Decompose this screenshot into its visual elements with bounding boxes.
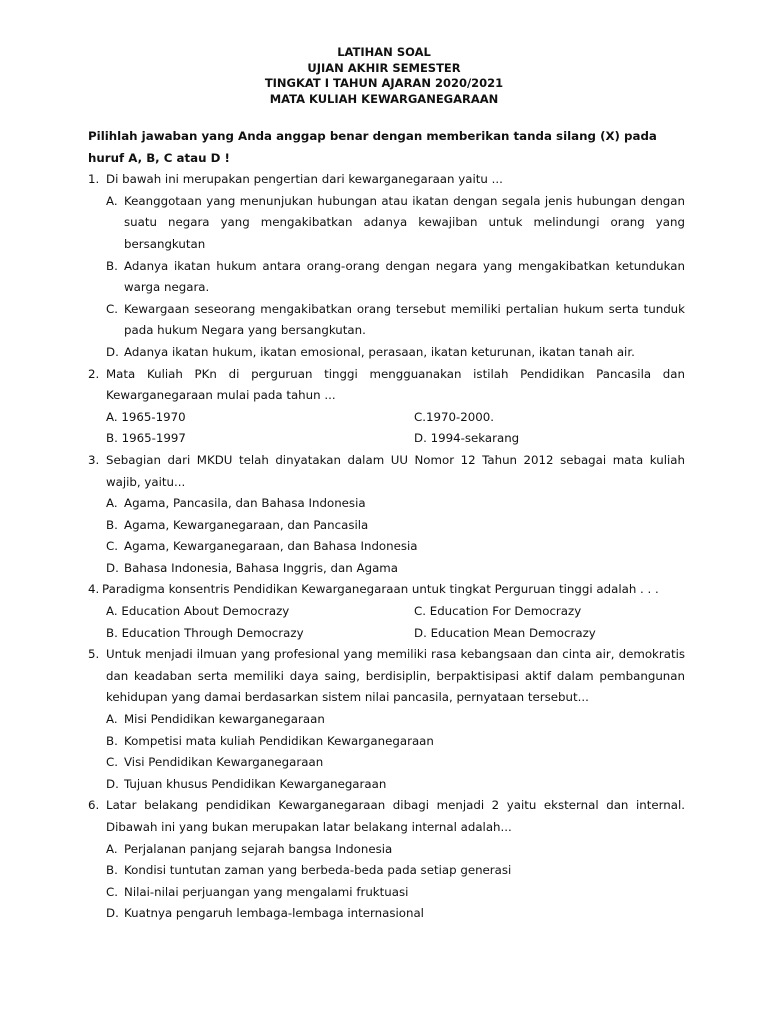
option-letter: C. [106,301,118,316]
option-a [106,839,685,861]
option-letter: B. [106,258,118,273]
document-body [88,126,685,925]
option-d: D. Education Mean Democrazy [414,625,596,640]
option-letter: B. [106,517,118,532]
question-1-options [106,191,685,364]
option-d [106,774,685,796]
option-a [106,493,685,515]
option-a: A. 1965-1970 [106,409,186,424]
option-letter: B. [106,733,118,748]
question-text: Paradigma konsentris Pendidikan Kewarganegaraan untuk tingkat Perguruan tinggi adalah . . . [102,582,659,597]
question-text: Sebagian dari MKDU telah dinyatakan dalam UU Nomor 12 Tahun 2012 sebagai mata kuliah wajib, yaitu... [106,452,685,489]
question-text: Untuk menjadi ilmuan yang profesional yang memiliki rasa kebangsaan dan cinta air, demokratis dan keadaban serta memiliki daya saing, berdisiplin, berpaktisipasi aktif dalam pembangunan kehidupan yang damai berdasarkan sistem nilai pancasila, pernyataan tersebut... [106,647,685,705]
option-d [106,558,685,580]
option-text: Kewargaan seseorang mengakibatkan orang tersebut memiliki pertalian hukum serta tunduk pada hukum Negara yang bersangkutan. [124,301,685,338]
question-number: 1. [88,172,100,187]
option-d: D. 1994-sekarang [414,431,520,446]
question-text: Di bawah ini merupakan pengertian dari kewarganegaraan yaitu ... [106,172,503,187]
question-2-options [106,407,685,450]
option-text: Bahasa Indonesia, Bahasa Inggris, dan Agama [124,560,399,575]
option-letter: C. [106,539,118,554]
question-number: 3. [88,452,100,467]
header-level-year: TINGKAT I TAHUN AJARAN 2020/2021 [264,76,504,90]
option-text: Tujuan khusus Pendidikan Kewarganegaraan [124,776,387,791]
option-letter: A. [106,712,118,727]
question-text: Mata Kuliah PKn di perguruan tinggi mengguanakan istilah Pendidikan Pancasila dan Kewarganegaraan mulai pada tahun ... [106,366,685,403]
option-letter: A. [106,496,118,511]
option-b [106,256,685,299]
question-text: Latar belakang pendidikan Kewarganegaraan dibagi menjadi 2 yaitu eksternal dan internal. Dibawah ini yang bukan merupakan latar belakang internal adalah... [106,798,685,834]
instruction-text: Pilihlah jawaban yang Anda anggap benar dengan memberikan tanda silang (X) pada huruf A, B, C atau D ! [88,129,657,165]
option-c: C.1970-2000. [414,409,495,424]
question-4 [88,579,685,601]
option-text: Keanggotaan yang menunjukan hubungan atau ikatan dengan segala jenis hubungan dengan suatu negara yang mengakibatkan adanya kewajiban untuk melindungi orang yang bersangkutan [124,193,685,251]
option-b [106,515,685,537]
option-c [106,882,685,904]
option-c: C. Education For Democrazy [414,604,582,619]
option-letter: D. [106,776,119,791]
option-letter: A. [106,841,118,856]
option-text: Misi Pendidikan kewarganegaraan [124,712,325,727]
question-6-options [106,839,685,925]
option-text: Adanya ikatan hukum antara orang-orang dengan negara yang mengakibatkan ketundukan warga negara. [124,258,685,295]
question-number: 5. [88,647,100,662]
question-number: 6. [88,798,100,813]
option-c [106,299,685,342]
option-a [106,709,685,731]
option-b [106,731,685,753]
option-c [106,536,685,558]
option-c [106,752,685,774]
question-3-options [106,493,685,579]
option-letter: B. [106,863,118,878]
option-letter: D. [106,560,119,575]
question-number: 2. [88,366,100,381]
option-b: B. Education Through Democrazy [106,625,304,640]
option-d [106,903,685,925]
option-b: B. 1965-1997 [106,431,186,446]
question-5 [88,644,685,709]
option-a: A. Education About Democrazy [106,604,290,619]
option-text: Adanya ikatan hukum, ikatan emosional, perasaan, ikatan keturunan, ikatan tanah air. [124,344,635,359]
option-text: Agama, Kewarganegaraan, dan Pancasila [124,517,369,532]
option-text: Agama, Pancasila, dan Bahasa Indonesia [124,496,366,511]
option-d [106,342,685,364]
option-text: Kompetisi mata kuliah Pendidikan Kewarganegaraan [124,733,434,748]
question-2 [88,364,685,407]
question-4-options [106,601,685,644]
option-text: Kuatnya pengaruh lembaga-lembaga internasional [124,906,424,921]
option-text: Perjalanan panjang sejarah bangsa Indonesia [124,841,393,856]
option-letter: A. [106,193,118,208]
option-letter: C. [106,755,118,770]
header-exam-name: UJIAN AKHIR SEMESTER [307,60,461,75]
option-letter: D. [106,344,119,359]
question-6 [88,795,685,838]
option-letter: D. [106,906,119,921]
option-text: Visi Pendidikan Kewarganegaraan [124,755,324,770]
option-text: Agama, Kewarganegaraan, dan Bahasa Indonesia [124,539,418,554]
question-number: 4. [88,582,100,597]
question-3 [88,450,685,493]
option-a [106,191,685,256]
option-text: Nilai-nilai perjuangan yang mengalami fruktuasi [124,884,409,899]
question-5-options [106,709,685,795]
header-title: LATIHAN SOAL [337,45,431,59]
document-header [0,45,768,107]
option-letter: C. [106,884,118,899]
option-b [106,860,685,882]
question-1 [88,169,685,191]
header-course: MATA KULIAH KEWARGANEGARAAN [269,91,499,106]
option-text: Kondisi tuntutan zaman yang berbeda-beda pada setiap generasi [124,863,512,878]
